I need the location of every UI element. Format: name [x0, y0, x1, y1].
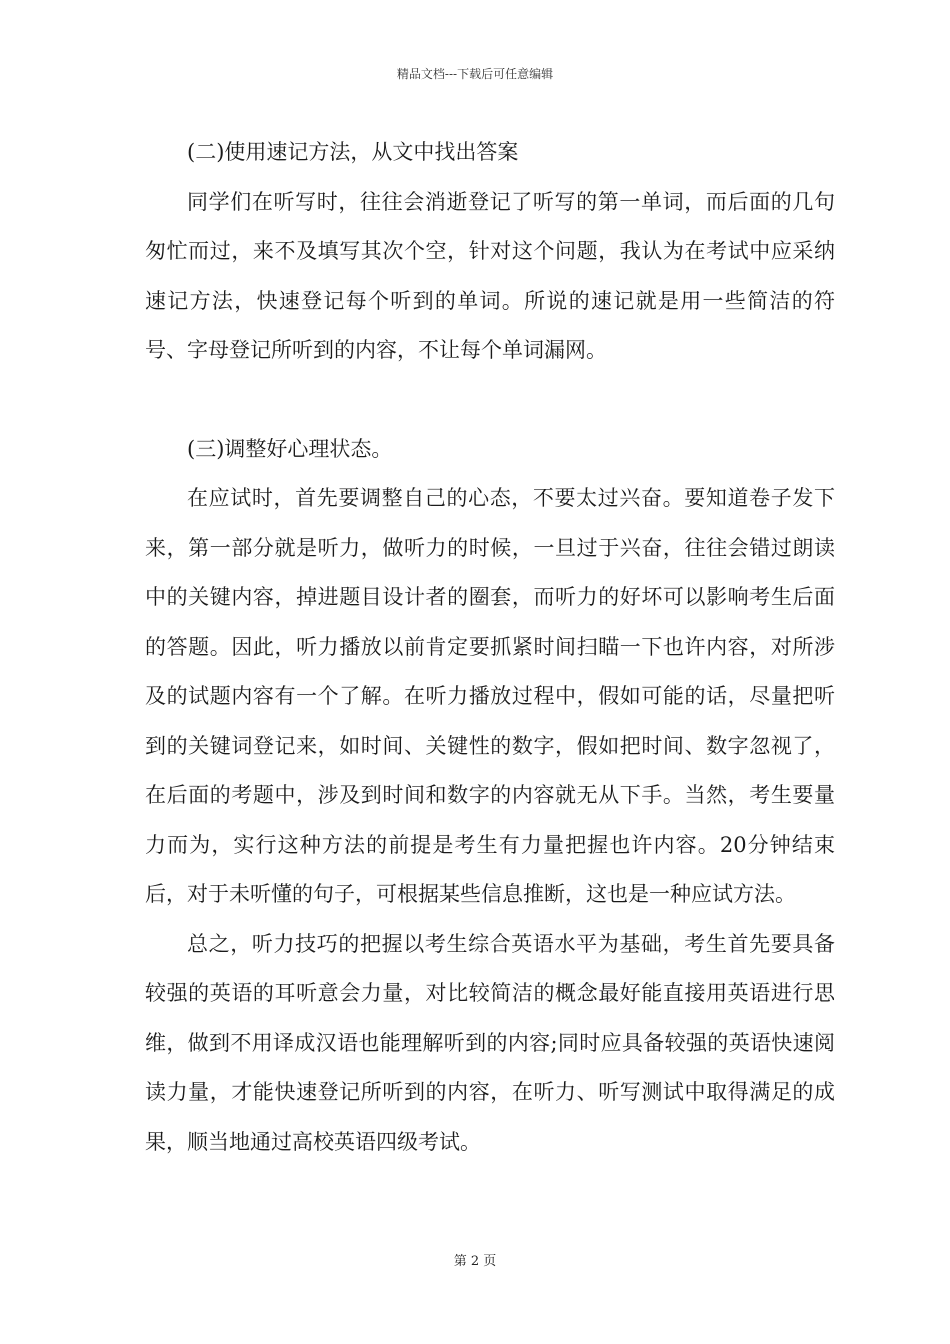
document-body	[145, 128, 835, 1167]
paragraph-summary: 总之，听力技巧的把握以考生综合英语水平为基础，考生首先要具备较强的英语的耳听意会力量，对比较简洁的概念最好能直接用英语进行思维，做到不用译成汉语也能理解听到的内容;同时应具备较强的英语快速阅读力量，才能快速登记所听到的内容，在听力、听写测试中取得满足的成果，顺当地通过高校英语四级考试。	[145, 931, 835, 1154]
paragraph-mindset: 在应试时，首先要调整自己的心态，不要太过兴奋。要知道卷子发下来，第一部分就是听力，做听力的时候，一旦过于兴奋，往往会错过朗读中的关键内容，掉进题目设计者的圈套，而听力的好坏可以影响考生后面的答题。因此，听力播放以前肯定要抓紧时间扫瞄一下也许内容，对所涉及的试题内容有一个了解。在听力播放过程中，假如可能的话，尽量把听到的关键词登记来，如时间、关键性的数字，假如把时间、数字忽视了，在后面的考题中，涉及到时间和数字的内容就无从下手。当然，考生要量力而为，实行这种方法的前提是考生有力量把握也许内容。20分钟结束后，对于未听懂的句子，可根据某些信息推断，这也是一种应试方法。	[145, 486, 835, 906]
paragraph-shorthand: 同学们在听写时，往往会消逝登记了听写的第一单词，而后面的几句匆忙而过，来不及填写其次个空，针对这个问题，我认为在考试中应采纳速记方法，快速登记每个听到的单词。所说的速记就是用一些简洁的符号、字母登记所听到的内容，不让每个单词漏网。	[145, 189, 835, 362]
section-heading-2: (二)使用速记方法，从文中找出答案	[187, 140, 519, 164]
page-header: 精品文档---下载后可任意编辑	[396, 67, 554, 81]
page-number: 第 2 页	[453, 1254, 497, 1269]
paragraph-gap	[145, 376, 835, 425]
section-heading-3: (三)调整好心理状态。	[187, 436, 393, 461]
